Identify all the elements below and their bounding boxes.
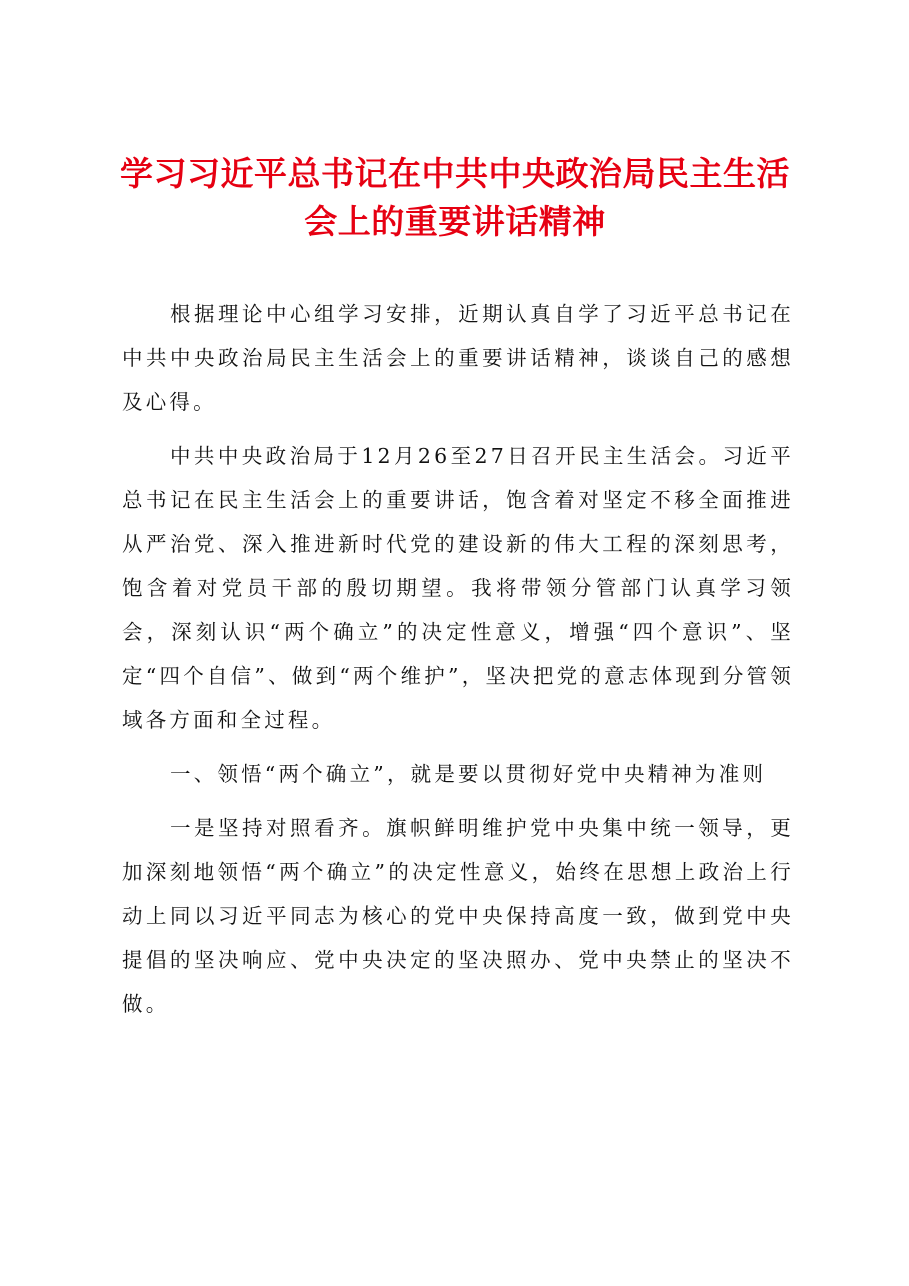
title-line-1: 学习习近平总书记在中共中央政治局民主生活: [120, 154, 790, 193]
paragraph-point-1: 一是坚持对照看齐。旗帜鲜明维护党中央集中统一领导，更加深刻地领悟“两个确立”的决定性意义，始终在思想上政治上行动上同以习近平同志为核心的党中央保持高度一致，做到党中央提倡的坚决响应、党中央决定的坚决照办、党中央禁止的坚决不做。: [122, 816, 794, 1016]
paragraph-intro: 根据理论中心组学习安排，近期认真自学了习近平总书记在中共中央政治局民主生活会上的重要讲话精神，谈谈自己的感想及心得。: [122, 302, 794, 414]
document-title: [110, 150, 800, 246]
title-line-2: 会上的重要讲话精神: [304, 202, 606, 241]
document-body: [122, 292, 794, 1036]
section-heading-1: 一、领悟“两个确立”，就是要以贯彻好党中央精神为准则: [170, 762, 767, 786]
paragraph-background: 中共中央政治局于12月26至27日召开民主生活会。习近平总书记在民主生活会上的重要讲话，饱含着对坚定不移全面推进从严治党、深入推进新时代党的建设新的伟大工程的深刻思考，饱含着对党员干部的殷切期望。我将带领分管部门认真学习领会，深刻认识“两个确立”的决定性意义，增强“四个意识”、坚定“四个自信”、做到“两个维护”，坚决把党的意志体现到分管领域各方面和全过程。: [122, 444, 794, 732]
